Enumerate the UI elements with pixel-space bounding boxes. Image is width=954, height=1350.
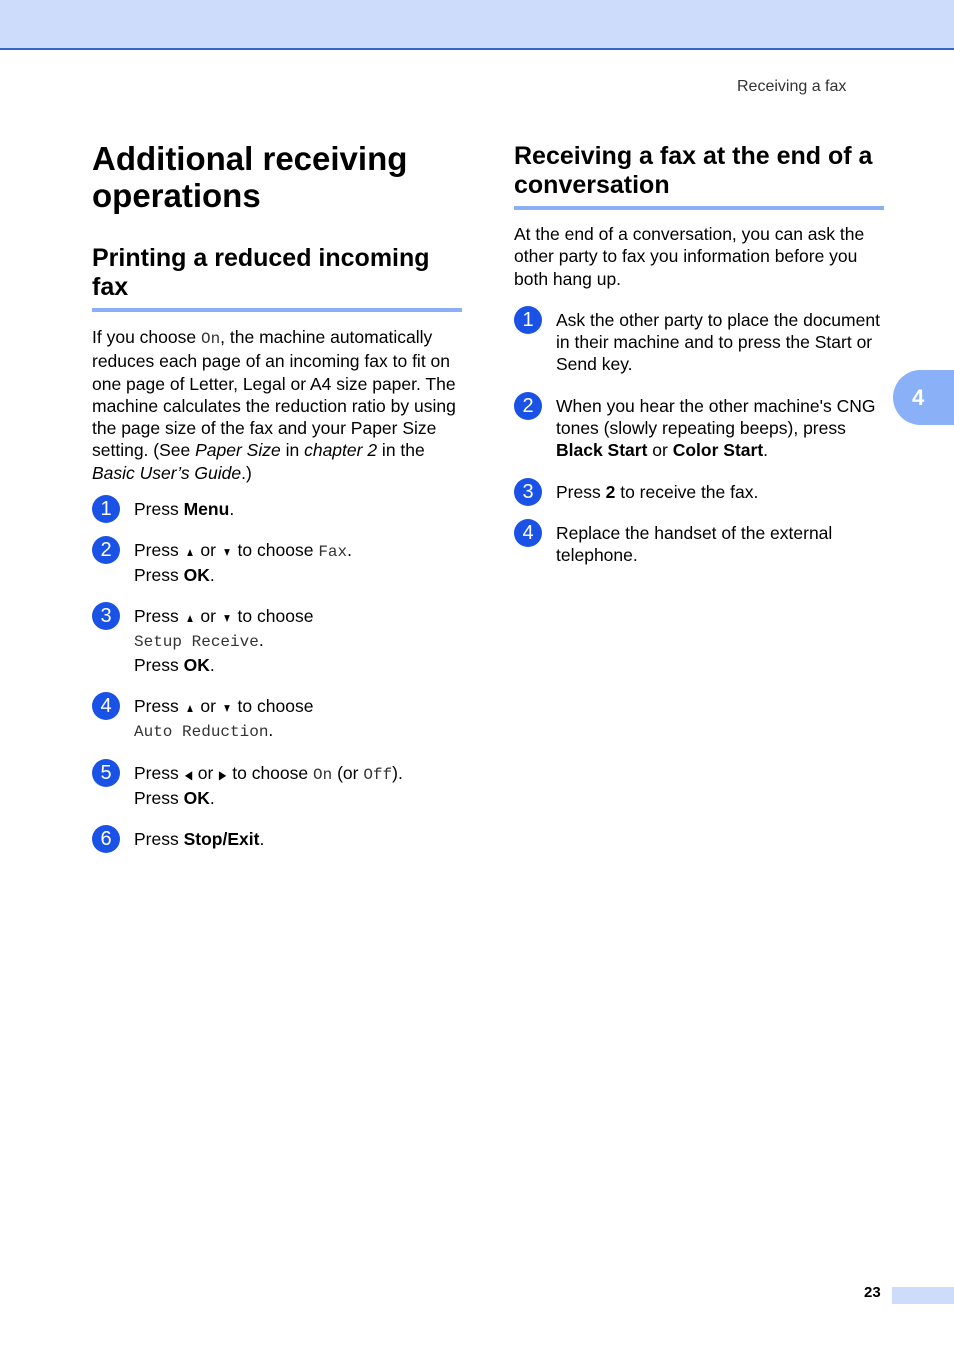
step: 6 Press Stop/Exit.	[92, 828, 462, 850]
up-arrow-icon: ▲	[184, 545, 195, 560]
right-column	[514, 142, 884, 567]
code-on: On	[200, 330, 221, 348]
header-band	[0, 0, 954, 50]
page-number: 23	[864, 1284, 881, 1301]
step-number-icon: 3	[514, 478, 542, 506]
step: 4 Press ▲ or ▼ to choose Auto Reduction.	[92, 695, 462, 744]
up-arrow-icon: ▲	[184, 610, 195, 625]
key-menu: Menu	[183, 499, 230, 520]
chapter-tab[interactable]: 4	[893, 370, 954, 425]
step-number-icon: 3	[92, 602, 120, 630]
running-head: Receiving a fax	[737, 78, 847, 95]
intro-paragraph-right: At the end of a conversation, you can ask the other party to fax you information before you both hang up.	[514, 224, 865, 289]
step: 4 Replace the handset of the external telephone.	[514, 522, 884, 567]
section-heading-end-of-conversation: Receiving a fax at the end of a conversation	[514, 142, 884, 210]
up-arrow-icon: ▲	[184, 700, 195, 715]
step-number-icon: 4	[92, 692, 120, 720]
step-number-icon: 5	[92, 759, 120, 787]
step-number-icon: 1	[92, 495, 120, 523]
steps-list-right	[514, 309, 884, 567]
step-number-icon: 2	[92, 536, 120, 564]
steps-list-left	[92, 498, 462, 850]
step: 2 When you hear the other machine's CNG tones (slowly repeating beeps), press Black Start or Color Start.	[514, 395, 884, 462]
key-2: 2	[605, 481, 616, 502]
step-number-icon: 4	[514, 519, 542, 547]
step: 2 Press ▲ or ▼ to choose Fax. Press OK.	[92, 539, 462, 586]
section-heading-reduced-fax: Printing a reduced incoming fax	[92, 244, 462, 312]
key-black-start: Black Start	[556, 440, 648, 461]
step-number-icon: 6	[92, 825, 120, 853]
ref-guide: Basic User’s Guide	[92, 462, 242, 483]
intro-paragraph: If you choose On, the machine automatically reduces each page of an incoming fax to fit on one page of Letter, Legal or A4 size paper. The machine calculates the reduction ratio by using the page size of the fax and your Paper Size setting. (See Paper Size in chapter 2 in the Basic User’s Guide.)	[92, 327, 456, 483]
right-arrow-icon: ▶	[219, 768, 227, 783]
ref-chapter: chapter 2	[304, 440, 378, 461]
ref-paper-size: Paper Size	[195, 440, 281, 461]
step: 1 Press Menu.	[92, 498, 462, 520]
down-arrow-icon: ▼	[221, 610, 232, 625]
page-title: Additional receiving operations	[92, 140, 408, 214]
left-column	[92, 140, 462, 850]
step-number-icon: 2	[514, 392, 542, 420]
step: 1 Ask the other party to place the document in their machine and to press the Start or Send key.	[514, 309, 884, 376]
step: 5 Press ◀ or ▶ to choose On (or Off). Press OK.	[92, 762, 462, 809]
down-arrow-icon: ▼	[221, 545, 232, 560]
step: 3 Press ▲ or ▼ to choose Setup Receive. Press OK.	[92, 605, 462, 676]
down-arrow-icon: ▼	[221, 700, 232, 715]
step: 3 Press 2 to receive the fax.	[514, 481, 884, 503]
left-arrow-icon: ◀	[184, 768, 192, 783]
footer-band	[892, 1287, 954, 1304]
key-color-start: Color Start	[672, 440, 764, 461]
step-number-icon: 1	[514, 306, 542, 334]
key-stop-exit: Stop/Exit	[183, 829, 260, 850]
